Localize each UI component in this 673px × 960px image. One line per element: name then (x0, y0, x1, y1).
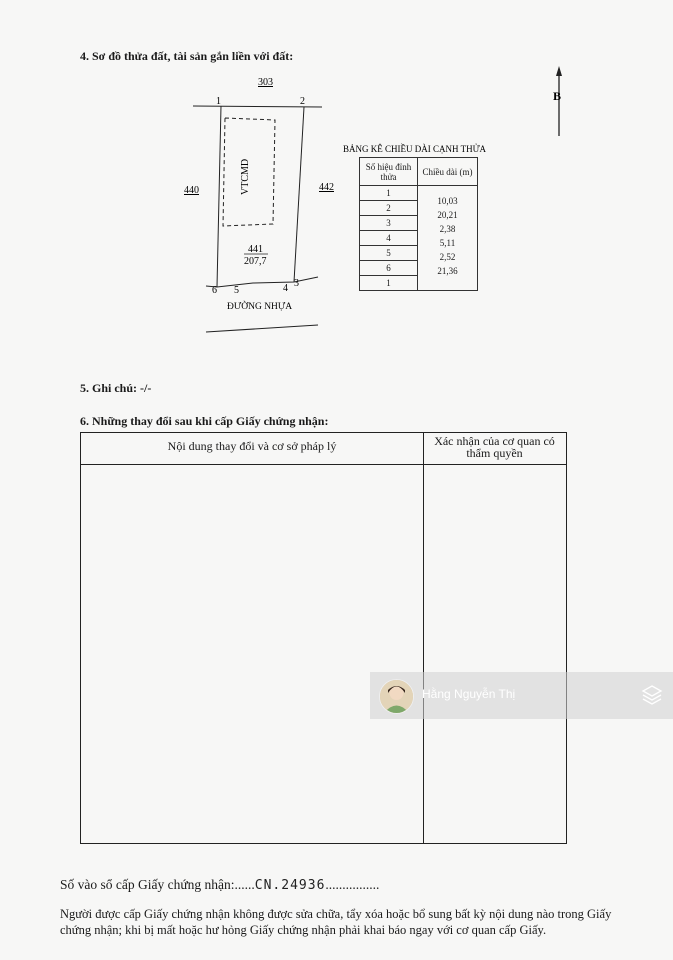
layers-icon (641, 684, 663, 706)
north-label: B (553, 89, 562, 103)
north-arrow-head (556, 66, 562, 76)
neighbor-right-label: 442 (319, 182, 334, 193)
length-value: 5,11 (439, 238, 456, 248)
table-row (360, 186, 478, 201)
building-label: VTCMD (240, 158, 251, 195)
boundary-left (217, 106, 221, 287)
length-value: 20,21 (437, 210, 458, 220)
changes-header-content: Nội dung thay đổi và cơ sở pháp lý (167, 439, 337, 453)
notice-text: Người được cấp Giấy chứng nhận không được sửa chữa, tẩy xóa hoặc bổ sung bất kỳ nội dung nào trong Giấy chứng nhận; khi bị mất hoặc hư hỏng Giấy chứng nhận phải khai báo ngay với cơ quan cấp Giấy. (60, 907, 612, 937)
watermark-name: Hằng Nguyễn Thị (422, 687, 516, 701)
registry-dots-after: ................ (325, 877, 380, 892)
lengths-cell (418, 186, 478, 291)
vertex-label-5: 5 (234, 285, 239, 296)
table-header-vertex: Số hiệu đỉnh thửa (360, 158, 418, 186)
vertex-label-6: 6 (212, 285, 217, 296)
changes-header-confirmation: Xác nhận của cơ quan có thẩm quyền (434, 434, 555, 460)
section-6-title: 6. Những thay đổi sau khi cấp Giấy chứng nhận: (80, 414, 329, 428)
parcel-area: 207,7 (244, 256, 267, 267)
road-line (206, 325, 318, 332)
avatar (379, 679, 414, 714)
road-label: ĐƯỜNG NHỰA (227, 302, 293, 312)
vertex-cell: 3 (360, 216, 418, 231)
vertex-label-1: 1 (216, 96, 221, 107)
neighbor-left-label: 440 (184, 185, 199, 196)
vertex-cell: 4 (360, 231, 418, 246)
edge-length-table (359, 157, 478, 291)
changes-column-content (81, 433, 424, 843)
changes-table (80, 432, 567, 844)
length-value: 2,52 (439, 252, 456, 262)
vertex-label-2: 2 (300, 96, 305, 107)
length-value: 21,36 (437, 266, 458, 276)
length-value: 10,03 (437, 196, 458, 206)
vertex-label-3: 3 (294, 278, 299, 289)
length-value: 2,38 (439, 224, 456, 234)
registry-label: Số vào sổ cấp Giấy chứng nhận: (60, 877, 235, 892)
registry-number-line (60, 877, 379, 893)
length-table-title: BẢNG KÊ CHIỀU DÀI CẠNH THỬA (343, 144, 487, 154)
vertex-cell: 1 (360, 186, 418, 201)
vertex-cell: 5 (360, 246, 418, 261)
vertex-cell: 1 (360, 276, 418, 291)
vertex-cell: 2 (360, 201, 418, 216)
section-5-title: 5. Ghi chú: -/- (80, 381, 152, 395)
boundary-right (294, 107, 304, 282)
parcel-sketch (0, 0, 673, 350)
registry-dots-before: ...... (234, 877, 255, 892)
table-header-length: Chiều dài (m) (418, 158, 478, 186)
boundary-bottom (206, 277, 318, 287)
parcel-number: 441 (248, 244, 263, 255)
watermark-banner (370, 672, 673, 719)
section-4-title: 4. Sơ đồ thửa đất, tài sản gắn liền với đất: (80, 49, 294, 63)
vertex-cell: 6 (360, 261, 418, 276)
vertex-label-4: 4 (283, 283, 288, 294)
neighbor-top-label: 303 (258, 77, 273, 88)
registry-number: CN.24936 (254, 878, 326, 893)
